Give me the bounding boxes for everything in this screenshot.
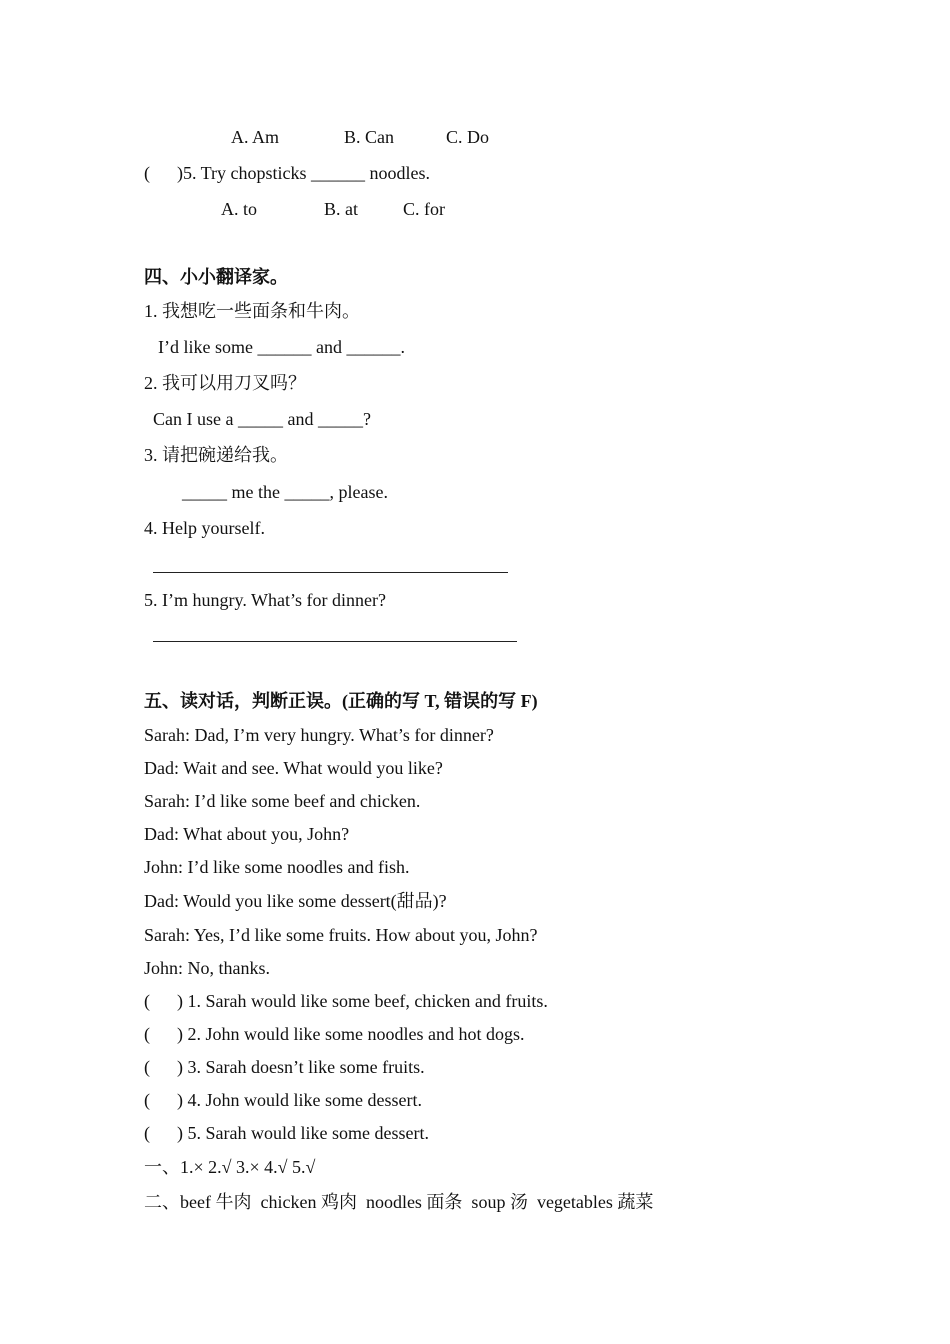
answer-key-part1: 一、1.× 2.√ 3.× 4.√ 5.√ <box>144 1157 316 1177</box>
answer-key-part2: 二、beef 牛肉 chicken 鸡肉 noodles 面条 soup 汤 vegetables 蔬菜 <box>144 1192 654 1212</box>
dialogue-line: Sarah: Yes, I’d like some fruits. How about you, John? <box>144 925 538 945</box>
q5-option-b: B. at <box>324 199 358 219</box>
q5-option-c: C. for <box>403 199 445 219</box>
judgement-statement-5: ( ) 5. Sarah would like some dessert. <box>144 1123 429 1143</box>
dialogue-line: Dad: Would you like some dessert(甜品)? <box>144 891 447 911</box>
dialogue-line: Sarah: Dad, I’m very hungry. What’s for dinner? <box>144 725 494 745</box>
q5-question: ( )5. Try chopsticks ______ noodles. <box>144 163 431 183</box>
dialogue-line: Sarah: I’d like some beef and chicken. <box>144 791 421 811</box>
translate-answer-3: _____ me the _____, please. <box>182 482 388 502</box>
translate-answer-1: I’d like some ______ and ______. <box>158 337 405 357</box>
judgement-statement-2: ( ) 2. John would like some noodles and hot dogs. <box>144 1024 525 1044</box>
answer-blank-line-5 <box>153 641 517 642</box>
judgement-statement-3: ( ) 3. Sarah doesn’t like some fruits. <box>144 1057 425 1077</box>
section5-heading: 五、读对话，判断正误。(正确的写 T, 错误的写 F) <box>144 691 538 711</box>
answer-blank-line-4 <box>153 572 508 573</box>
q4-option-a: A. Am <box>231 127 280 147</box>
dialogue-line: John: I’d like some noodles and fish. <box>144 857 410 877</box>
section4-heading: 四、小小翻译家。 <box>144 267 288 287</box>
judgement-statement-1: ( ) 1. Sarah would like some beef, chicken and fruits. <box>144 991 548 1011</box>
q4-option-c: C. Do <box>446 127 490 147</box>
translate-prompt-2: 2. 我可以用刀叉吗？ <box>144 373 306 393</box>
dialogue-line: Dad: What about you, John? <box>144 824 350 844</box>
judgement-statement-4: ( ) 4. John would like some dessert. <box>144 1090 422 1110</box>
dialogue-line: Dad: Wait and see. What would you like? <box>144 758 443 778</box>
translate-prompt-3: 3. 请把碗递给我。 <box>144 445 288 465</box>
q5-option-a: A. to <box>221 199 257 219</box>
translate-answer-2: Can I use a _____ and _____? <box>153 409 371 429</box>
translate-prompt-4: 4. Help yourself. <box>144 518 265 538</box>
translate-prompt-1: 1. 我想吃一些面条和牛肉。 <box>144 301 360 321</box>
dialogue-line: John: No, thanks. <box>144 958 270 978</box>
q4-option-b: B. Can <box>344 127 395 147</box>
translate-prompt-5: 5. I’m hungry. What’s for dinner? <box>144 590 386 610</box>
